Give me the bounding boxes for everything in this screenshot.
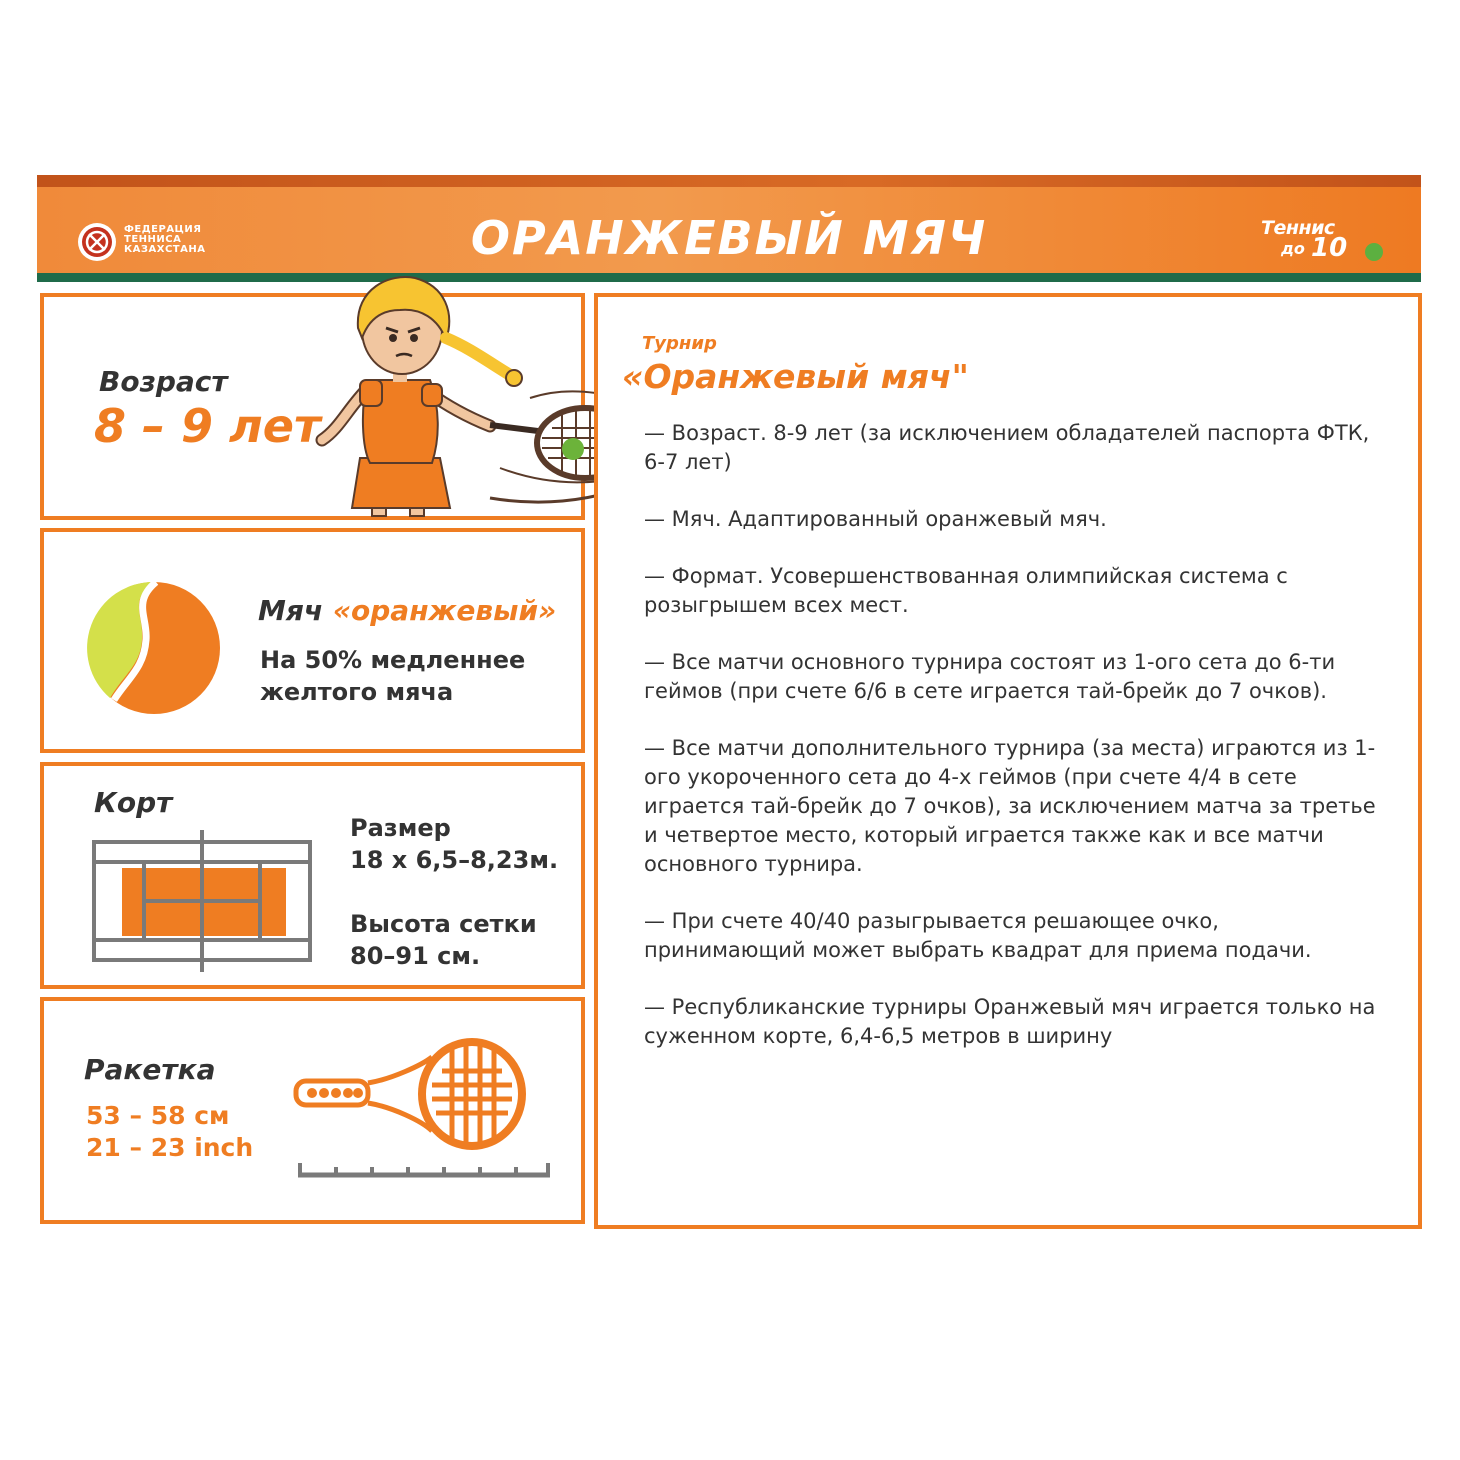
ball-panel: [40, 528, 585, 753]
net-height-value: 80–91 см.: [350, 942, 481, 970]
orange-ball-icon: [84, 578, 224, 718]
racket-label: Ракетка: [84, 1053, 216, 1086]
list-item: — При счете 40/40 разыгрывается решающее очко, принимающий может выбрать квадрат для приема подачи.: [644, 909, 1312, 962]
net-height-label: Высота сетки: [350, 910, 537, 938]
age-value: 8 – 9 лет: [94, 399, 321, 453]
list-item: — Формат. Усовершенствованная олимпийская система с розыгрышем всех мест.: [644, 564, 1288, 617]
list-item: — Все матчи основного турнира состоят из 1-ого сета до 6-ти геймов (при счете 6/6 в сете играется тай-брейк до 7 очков).: [644, 650, 1336, 703]
court-panel: [40, 762, 585, 989]
tournament-title: «Оранжевый мяч": [622, 357, 969, 396]
list-item: — Все матчи дополнительного турнира (за места) играются из 1-ого укороченного сета до 4-х геймов (при счете 4/4 в сете играется тай-брейк до 7 очков), за исключением матча за третье и четвертое место, который играется также как и все матчи основного турнира.: [644, 736, 1376, 876]
ball-title: [258, 594, 556, 627]
tournament-panel: [594, 293, 1422, 1229]
banner-green-stripe: [37, 273, 1421, 282]
racket-length-cm: 53 – 58 см: [86, 1101, 230, 1130]
tournament-rules-list: [644, 419, 1384, 1079]
tournament-subtitle: Турнир: [642, 333, 717, 354]
court-diagram-icon: [90, 828, 314, 974]
racket-panel: [40, 997, 585, 1224]
tennis-ball-icon: [1365, 243, 1383, 261]
racket-length-inch: 21 – 23 inch: [86, 1133, 254, 1162]
list-item: — Республиканские турниры Оранжевый мяч играется только на суженном корте, 6,4-6,5 метров в ширину: [644, 995, 1376, 1048]
ball-title-type: «оранжевый»: [332, 594, 557, 627]
court-label: Корт: [94, 786, 173, 819]
list-item: — Возраст. 8-9 лет (за исключением обладателей паспорта ФТК, 6-7 лет): [644, 421, 1370, 474]
court-size-label: Размер: [350, 814, 451, 842]
federation-logo-text: ФЕДЕРАЦИЯ ТЕННИСА КАЗАХСТАНА: [124, 224, 206, 255]
banner-top-stripe: [37, 175, 1421, 187]
court-size-value: 18 х 6,5–8,23м.: [350, 846, 559, 874]
age-label: Возраст: [99, 365, 228, 398]
list-item: — Мяч. Адаптированный оранжевый мяч.: [644, 507, 1107, 531]
page-title: ОРАНЖЕВЫЙ МЯЧ: [470, 211, 988, 265]
tennis10-logo: Теннис до 10: [1261, 213, 1391, 273]
ball-title-word: Мяч: [258, 594, 324, 627]
banner-main: [37, 187, 1421, 273]
racket-icon: [292, 1035, 554, 1185]
ball-description: На 50% медленнее желтого мяча: [260, 646, 526, 706]
header-banner: [37, 175, 1421, 287]
